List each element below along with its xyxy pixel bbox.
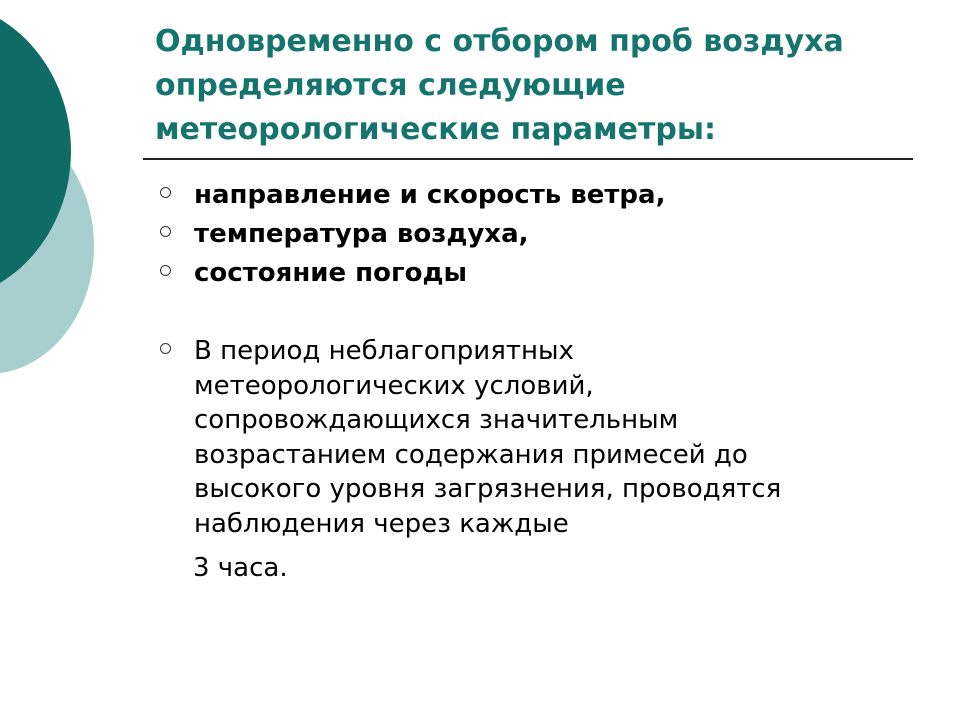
bullet-circle-icon	[160, 187, 171, 198]
title-line: Одновременно с отбором проб воздуха	[155, 24, 844, 59]
paragraph-tail: 3 часа.	[193, 553, 288, 583]
bullet-circle-icon	[160, 265, 171, 276]
bullet-item	[160, 176, 920, 215]
paragraph-item	[160, 334, 920, 586]
bullet-item	[160, 254, 920, 293]
paragraph-line: В период неблагоприятных	[194, 336, 574, 366]
bullet-text: направление и скорость ветра,	[194, 180, 666, 210]
paragraph-line: наблюдения через каждые	[194, 508, 569, 539]
title-line: метеорологические параметры:	[155, 112, 717, 147]
paragraph-line: возрастанием содержания примесей до	[194, 439, 748, 470]
slide-title	[155, 20, 915, 152]
title-line: определяются следующие	[155, 68, 626, 103]
paragraph-line: высокого уровня загрязнения, проводятся	[194, 474, 782, 504]
bullet-item	[160, 215, 920, 254]
paragraph-line: метеорологических условий,	[194, 370, 594, 401]
title-divider	[143, 158, 913, 160]
bullet-text: состояние погоды	[194, 258, 467, 288]
bullet-text: температура воздуха,	[194, 219, 529, 249]
bullet-circle-icon	[160, 226, 171, 237]
bullet-list	[160, 176, 920, 586]
bullet-circle-icon	[160, 343, 171, 354]
paragraph-line: сопровождающихся значительным	[194, 405, 679, 435]
